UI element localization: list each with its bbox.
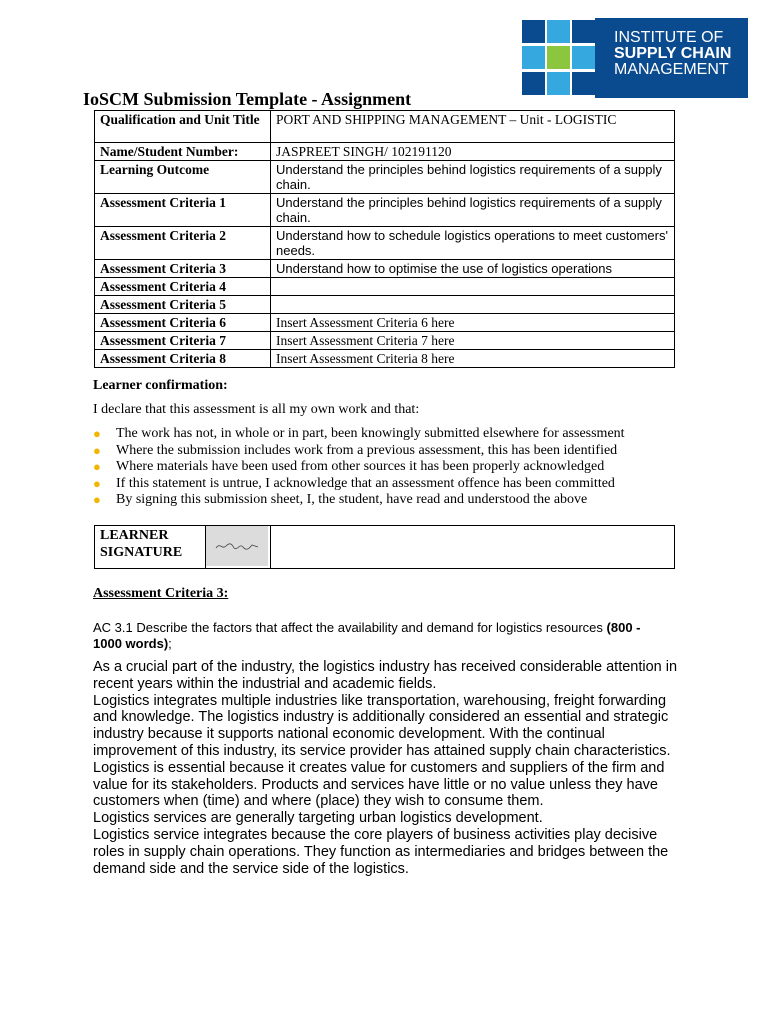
row-label: Assessment Criteria 2 <box>95 227 271 260</box>
list-item-text: The work has not, in whole or in part, been knowingly submitted elsewhere for assessment <box>116 426 625 441</box>
table-row <box>95 143 675 161</box>
row-value: JASPREET SINGH/ 102191120 <box>271 143 675 161</box>
ac-3-1-question <box>93 620 653 651</box>
declaration-list <box>93 426 683 509</box>
row-label: Assessment Criteria 5 <box>95 296 271 314</box>
row-label: Name/Student Number: <box>95 143 271 161</box>
table-row <box>95 296 675 314</box>
signature-table <box>94 525 675 569</box>
signature-label: LEARNER SIGNATURE <box>95 526 206 569</box>
row-value <box>271 296 675 314</box>
answer-body <box>93 659 683 877</box>
list-item <box>93 459 683 476</box>
table-row <box>95 278 675 296</box>
bullet-icon: ● <box>93 426 101 441</box>
row-value: Understand the principles behind logistics requirements of a supply chain. <box>271 161 675 194</box>
table-row <box>95 260 675 278</box>
list-item <box>93 426 683 443</box>
list-item-text: If this statement is untrue, I acknowledge that an assessment offence has been committed <box>116 475 615 491</box>
bullet-icon: ● <box>93 475 101 491</box>
paragraph: Logistics service integrates because the core players of business activities play decisive roles in supply chain operations. They function as intermediaries and bridges between the demand side and the service side of the logistics. <box>93 826 669 877</box>
row-label: Assessment Criteria 3 <box>95 260 271 278</box>
row-value: Understand how to schedule logistics operations to meet customers' needs. <box>271 227 675 260</box>
bullet-icon: ● <box>93 492 101 507</box>
learner-confirmation-heading: Learner confirmation: <box>93 378 228 393</box>
ioscm-logo <box>520 18 748 98</box>
paragraph: Logistics services are generally targeting urban logistics development. <box>93 810 543 827</box>
table-row <box>95 227 675 260</box>
table-row <box>95 332 675 350</box>
logo-line-3: MANAGEMENT <box>614 61 729 78</box>
logo-line-1: INSTITUTE OF <box>614 29 724 46</box>
page-title: IoSCM Submission Template - Assignment <box>83 89 412 109</box>
submission-info-table <box>94 110 675 368</box>
row-value: Understand the principles behind logistics requirements of a supply chain. <box>271 194 675 227</box>
paragraph: As a crucial part of the industry, the logistics industry has received considerable attention in recent years within the industrial and academic fields. <box>93 659 678 692</box>
assessment-criteria-3-heading: Assessment Criteria 3: <box>93 586 229 601</box>
row-label: Assessment Criteria 4 <box>95 278 271 296</box>
signature-scribble-icon <box>214 536 260 556</box>
row-label: Assessment Criteria 7 <box>95 332 271 350</box>
table-row <box>95 350 675 368</box>
row-value <box>271 278 675 296</box>
signature-blank-cell <box>271 526 675 569</box>
logo-line-2: SUPPLY CHAIN <box>614 45 732 62</box>
row-value: Understand how to optimise the use of logistics operations <box>271 260 675 278</box>
declaration-text: I declare that this assessment is all my own work and that: <box>93 402 420 417</box>
table-row <box>95 314 675 332</box>
row-value: PORT AND SHIPPING MANAGEMENT – Unit - LOGISTIC <box>271 111 675 143</box>
paragraph: Logistics integrates multiple industries like transportation, warehousing, freight forwarding and knowledge. The logistics industry is additionally considered an essential and strategic industry because it supports national economic development. With the continual improvement of this industry, its service provider has attained supply chain characteristics. <box>93 692 671 759</box>
question-end: ; <box>168 635 172 651</box>
row-label: Qualification and Unit Title <box>95 111 271 143</box>
bullet-icon: ● <box>93 442 101 458</box>
logo-squares-icon <box>520 18 595 98</box>
list-item <box>93 476 683 493</box>
row-label: Assessment Criteria 1 <box>95 194 271 227</box>
table-row <box>95 161 675 194</box>
logo-text <box>614 30 731 78</box>
question-text: AC 3.1 Describe the factors that affect the availability and demand for logistics resources <box>93 620 603 635</box>
row-label: Assessment Criteria 6 <box>95 314 271 332</box>
signature-image <box>206 526 268 566</box>
list-item <box>93 443 683 460</box>
table-row <box>95 194 675 227</box>
list-item <box>93 492 683 509</box>
table-row <box>95 526 675 569</box>
list-item-text: Where the submission includes work from a previous assessment, this has been identified <box>116 442 618 458</box>
row-value: Insert Assessment Criteria 6 here <box>271 314 675 332</box>
signature-cell <box>206 526 271 569</box>
list-item-text: By signing this submission sheet, I, the student, have read and understood the above <box>116 492 588 507</box>
paragraph: Logistics is essential because it creates value for customers and suppliers of the firm and value for its stakeholders. Products and services have little or no value unless they have customers when (time) and where (place) they wish to consume them. <box>93 759 665 810</box>
row-value: Insert Assessment Criteria 7 here <box>271 332 675 350</box>
table-row <box>95 111 675 143</box>
row-label: Learning Outcome <box>95 161 271 194</box>
row-value: Insert Assessment Criteria 8 here <box>271 350 675 368</box>
bullet-icon: ● <box>93 459 101 474</box>
list-item-text: Where materials have been used from other sources it has been properly acknowledged <box>116 459 605 474</box>
word-count: (800 - 1000 words) <box>93 620 641 651</box>
row-label: Assessment Criteria 8 <box>95 350 271 368</box>
